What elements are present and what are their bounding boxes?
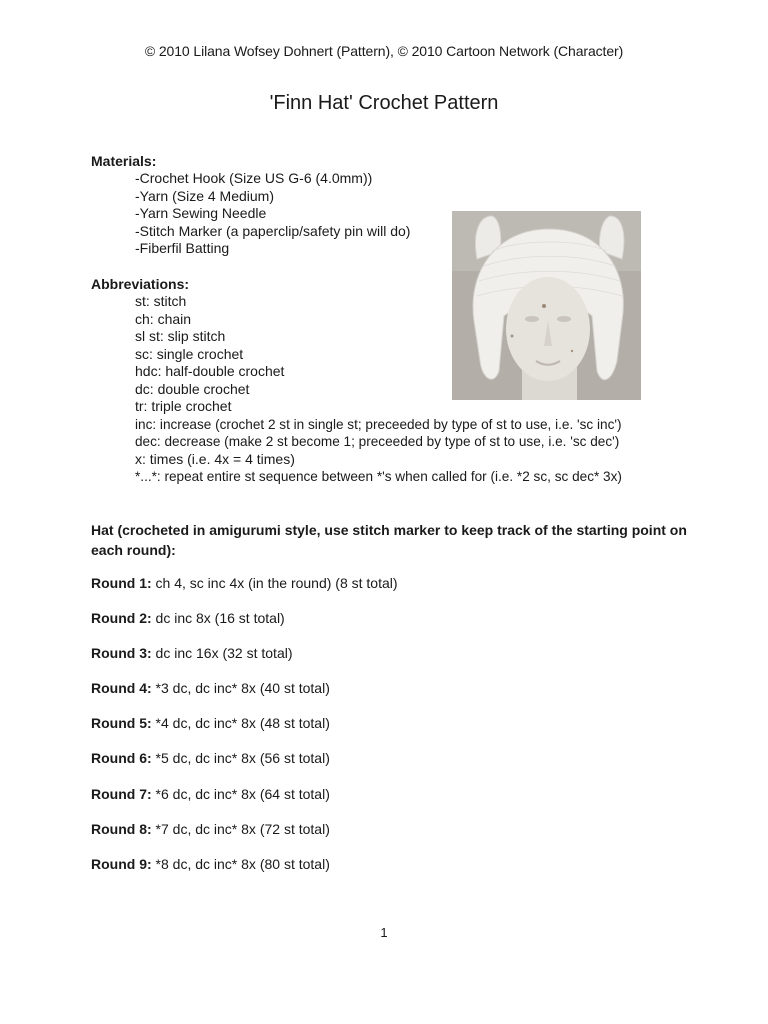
round-instructions: ch 4, sc inc 4x (in the round) (8 st total) [155,575,398,591]
materials-item: -Yarn Sewing Needle [135,205,267,221]
abbreviation-item: x: times (i.e. 4x = 4 times) [135,451,295,467]
materials-item: -Crochet Hook (Size US G-6 (4.0mm)) [135,170,373,186]
round-line [91,856,330,872]
round-label: Round 7: [91,786,152,802]
round-label: Round 5: [91,715,152,731]
round-line [91,821,330,837]
materials-item: -Stitch Marker (a paperclip/safety pin will do) [135,223,411,239]
round-instructions: dc inc 16x (32 st total) [155,645,293,661]
abbreviation-item: dc: double crochet [135,381,250,397]
copyright-line: © 2010 Lilana Wofsey Dohnert (Pattern), © 2010 Cartoon Network (Character) [144,43,624,59]
round-instructions: *6 dc, dc inc* 8x (64 st total) [155,786,330,802]
abbreviations-label: Abbreviations: [91,276,190,292]
abbreviation-item: sl st: slip stitch [135,328,226,344]
round-instructions: dc inc 8x (16 st total) [155,610,285,626]
finn-hat-photo [452,211,641,400]
abbreviation-item: inc: increase (crochet 2 st in single st; preceeded by type of st to use, i.e. 'sc inc') [135,417,622,432]
round-line [91,645,293,661]
round-label: Round 9: [91,856,152,872]
round-instructions: *8 dc, dc inc* 8x (80 st total) [155,856,330,872]
abbreviation-item: st: stitch [135,293,187,309]
round-instructions: *5 dc, dc inc* 8x (56 st total) [155,750,330,766]
abbreviation-item: *...*: repeat entire st sequence between *'s when called for (i.e. *2 sc, sc dec* 3x) [135,469,622,484]
round-line [91,750,330,766]
page-number: 1 [380,925,388,940]
round-label: Round 2: [91,610,152,626]
round-line [91,610,285,626]
round-line [91,680,330,696]
hat-section-heading: Hat (crocheted in amigurumi style, use stitch marker to keep track of the starting point on each round): [91,522,687,558]
abbreviation-item: sc: single crochet [135,346,244,362]
page-title: 'Finn Hat' Crochet Pattern [269,92,499,114]
round-instructions: *7 dc, dc inc* 8x (72 st total) [155,821,330,837]
abbreviation-item: hdc: half-double crochet [135,363,285,379]
round-line [91,786,330,802]
round-label: Round 8: [91,821,152,837]
round-line [91,715,330,731]
materials-item: -Fiberfil Batting [135,240,230,256]
abbreviation-item: dec: decrease (make 2 st become 1; preceeded by type of st to use, i.e. 'sc dec') [135,434,620,449]
abbreviation-item: ch: chain [135,311,192,327]
round-instructions: *4 dc, dc inc* 8x (48 st total) [155,715,330,731]
round-label: Round 3: [91,645,152,661]
abbreviation-item: tr: triple crochet [135,398,232,414]
materials-label: Materials: [91,153,157,169]
round-line [91,575,398,591]
round-instructions: *3 dc, dc inc* 8x (40 st total) [155,680,330,696]
materials-item: -Yarn (Size 4 Medium) [135,188,275,204]
round-label: Round 1: [91,575,152,591]
round-label: Round 4: [91,680,152,696]
round-label: Round 6: [91,750,152,766]
